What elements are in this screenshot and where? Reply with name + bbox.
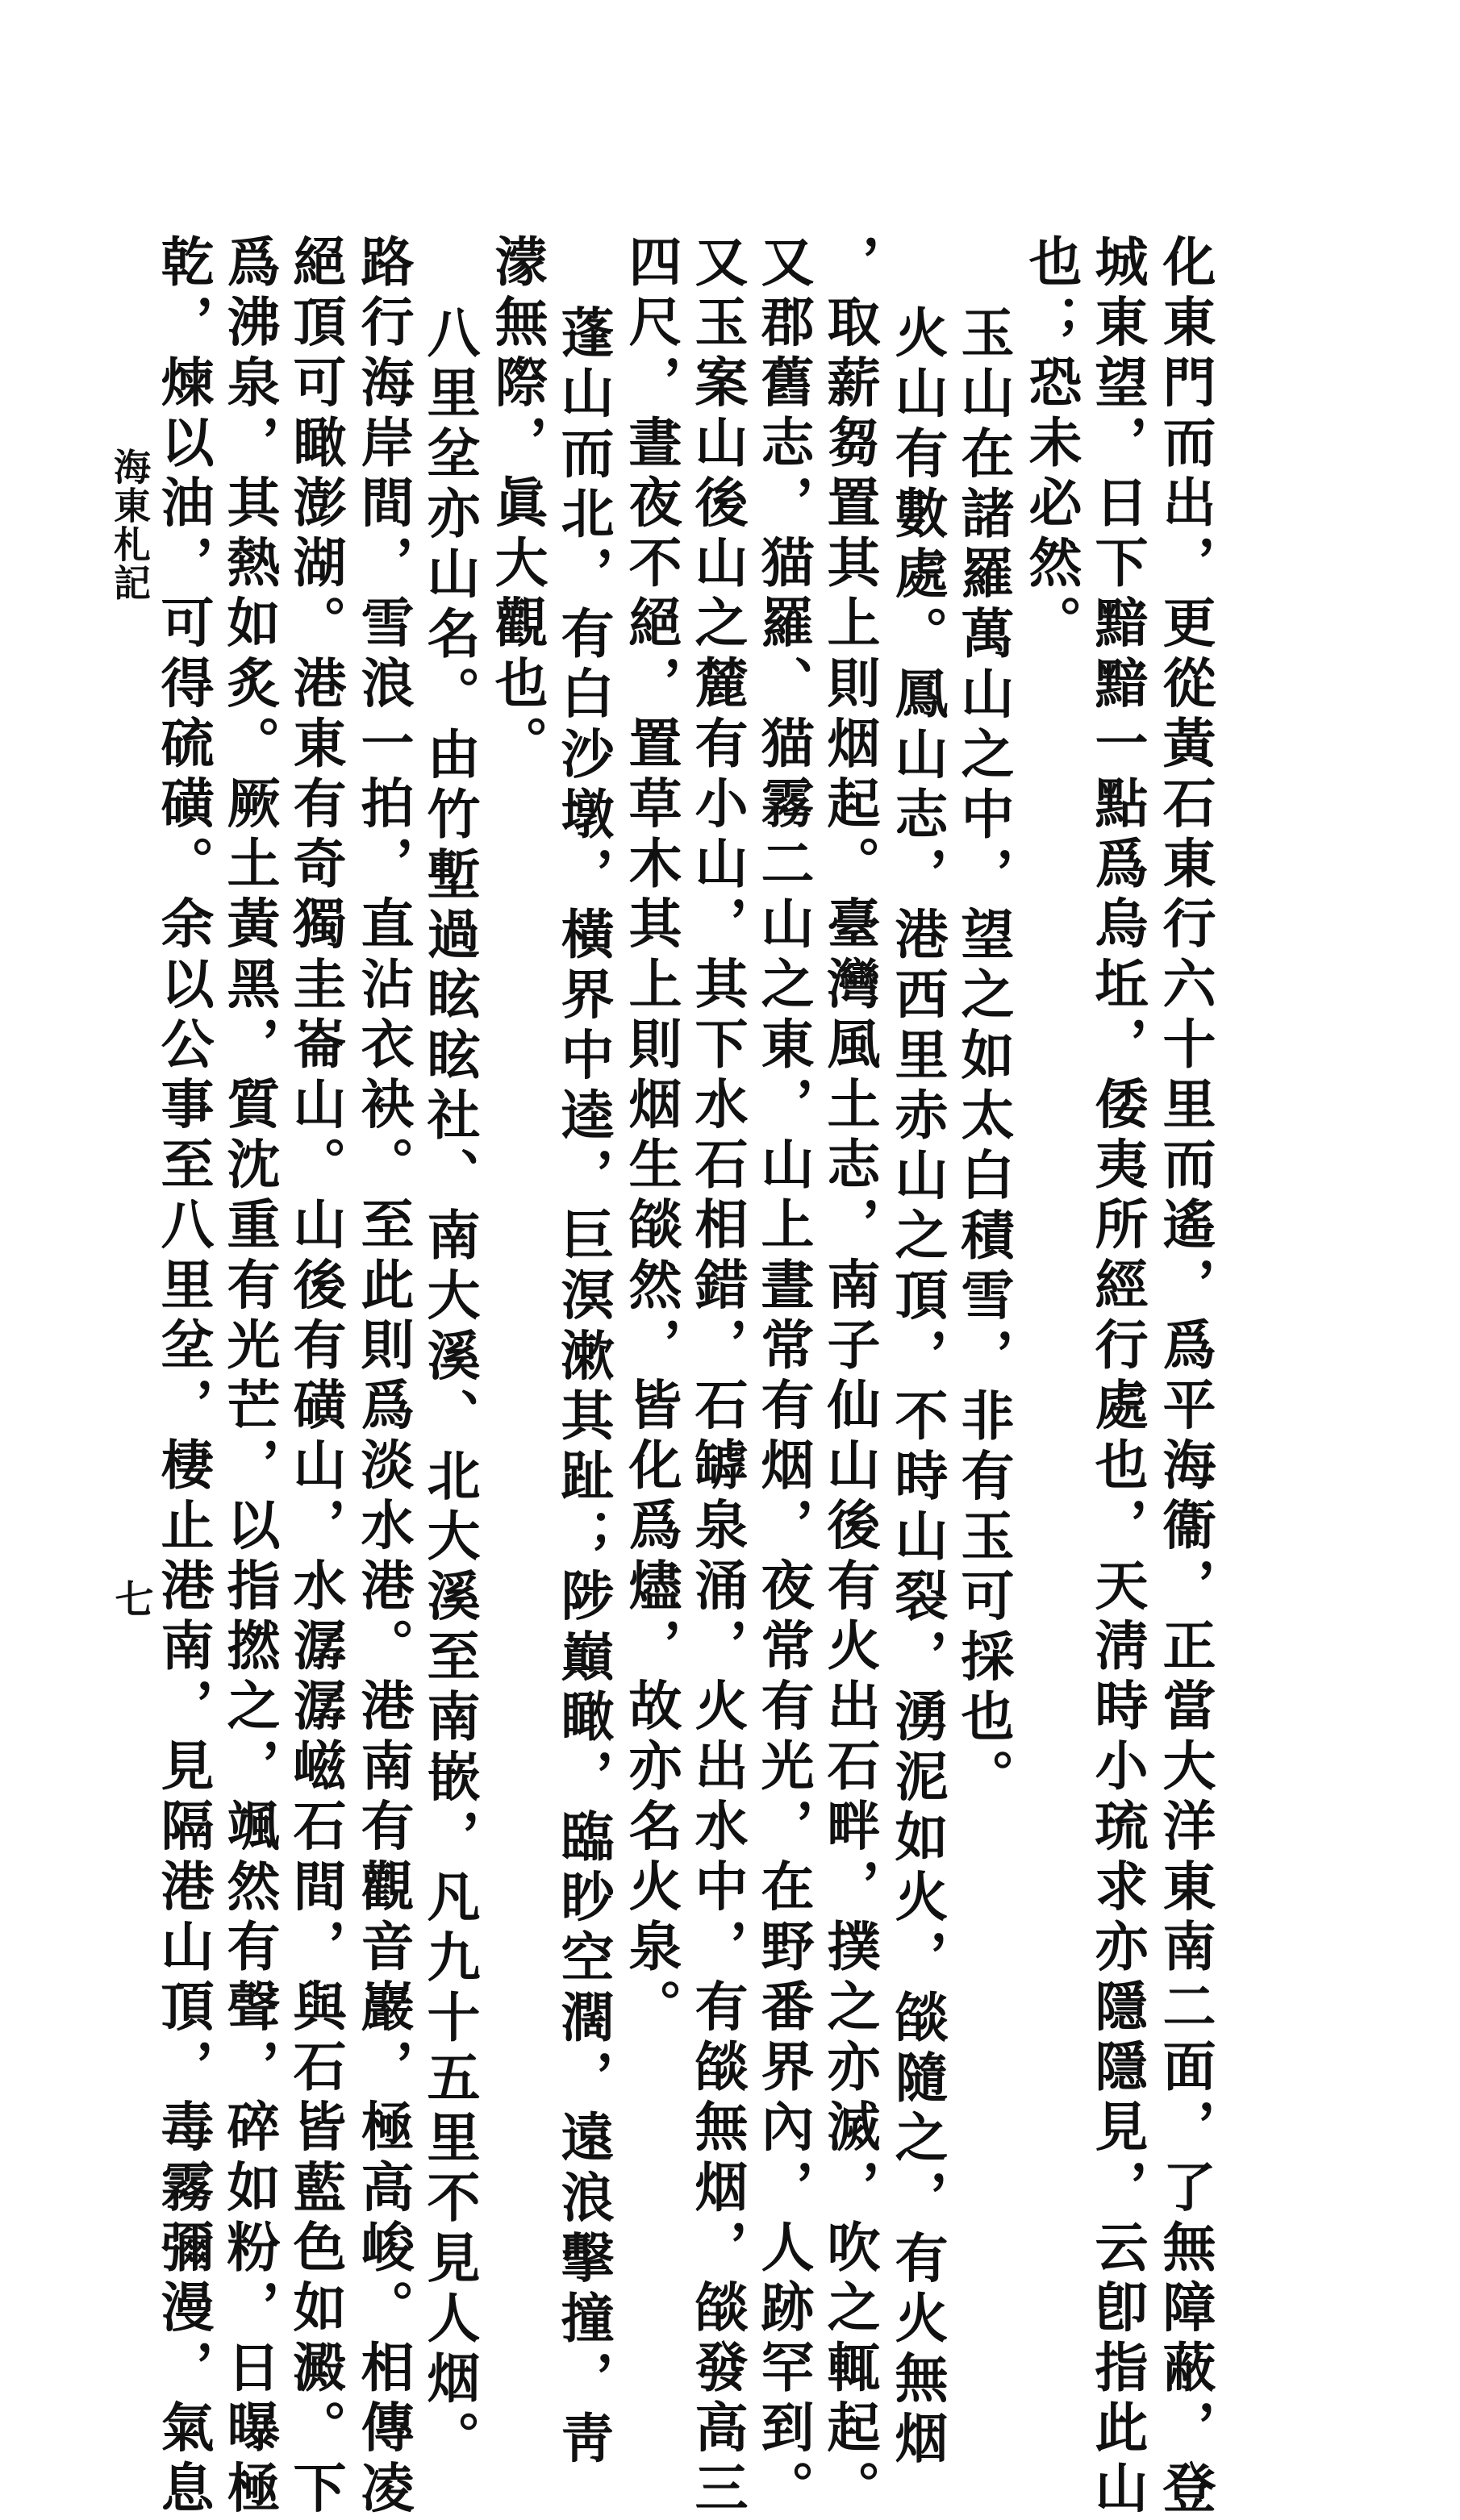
text-column-11: 濛無際，眞大觀也。 — [486, 234, 549, 776]
text-column-16: 乾，煉以油，可得硫磺。余以公事至八里坌，棲止港南，見隔港山頂，毒霧彌漫，氣息 — [152, 234, 215, 2520]
text-column-1: 化東門而出，更從黃石東行六十里而遙，爲平海衞，正當大洋東南二面，了無障蔽，登 — [1153, 234, 1216, 2520]
text-column-15: 爲沸泉，其熱如炙。厥土黃黑，質沈重有光芒，以指撚之，颯然有聲，碎如粉，日曝極 — [218, 234, 281, 2520]
text-column-14: 絕頂可瞰澎湖。港東有奇獨圭崙山。山後有磺山，水潺潺嵫石間，與石皆藍色如澱。下 — [284, 234, 347, 2520]
page-number: 七 — [108, 1579, 153, 1618]
text-column-8: 又玉案山後山之麓有小山，其下水石相錯，石罅泉涌，火出水中，有燄無烟，燄發高三 — [686, 234, 749, 2520]
text-column-6: ，取薪芻置其上則烟起。臺灣風土志，南子仙山後有火出石畔，撲之亦滅，吹之輒起。 — [818, 234, 881, 2520]
running-head: 海東札記 — [108, 448, 152, 602]
text-column-12: 八里坌亦山名。由竹塹過眩眩社、南大溪、北大溪至南嵌，凡九十五里不見人烟。 — [418, 305, 481, 2471]
text-column-2: 城東望，日下黯黯一點爲烏坵，倭夷所經行處也，天淸時小琉求亦隱隱見，云卽指此山 — [1086, 234, 1149, 2520]
text-column-5: 火山有數處。鳳山志，港西里赤山之頂，不時山裂，湧泥如火，燄隨之，有火無烟 — [886, 305, 949, 2471]
text-column-4: 玉山在諸羅萬山之中，望之如太白積雪，非有玉可採也。 — [952, 305, 1015, 1809]
text-column-7: 又郡舊志，猫羅、猫霧二山之東，山上晝常有烟，夜常有光，在野番界內，人跡罕到。 — [752, 234, 815, 2520]
text-column-3: 也；恐未必然。 — [1020, 234, 1082, 656]
text-column-9: 四尺，晝夜不絕，置草木其上則烟生燄然，皆化爲燼，故亦名火泉。 — [619, 234, 682, 2039]
text-column-13: 路行海岸間，雪浪一拍，直沾衣袂。至此則爲淡水港。港南有觀音巖，極高峻。相傳凌 — [352, 234, 415, 2520]
text-column-10: 蓬山而北，有白沙墩，橫界中逵，巨溟漱其趾；陟巔瞰，臨眇空濶，遠浪擊撞，靑 — [552, 305, 615, 2471]
